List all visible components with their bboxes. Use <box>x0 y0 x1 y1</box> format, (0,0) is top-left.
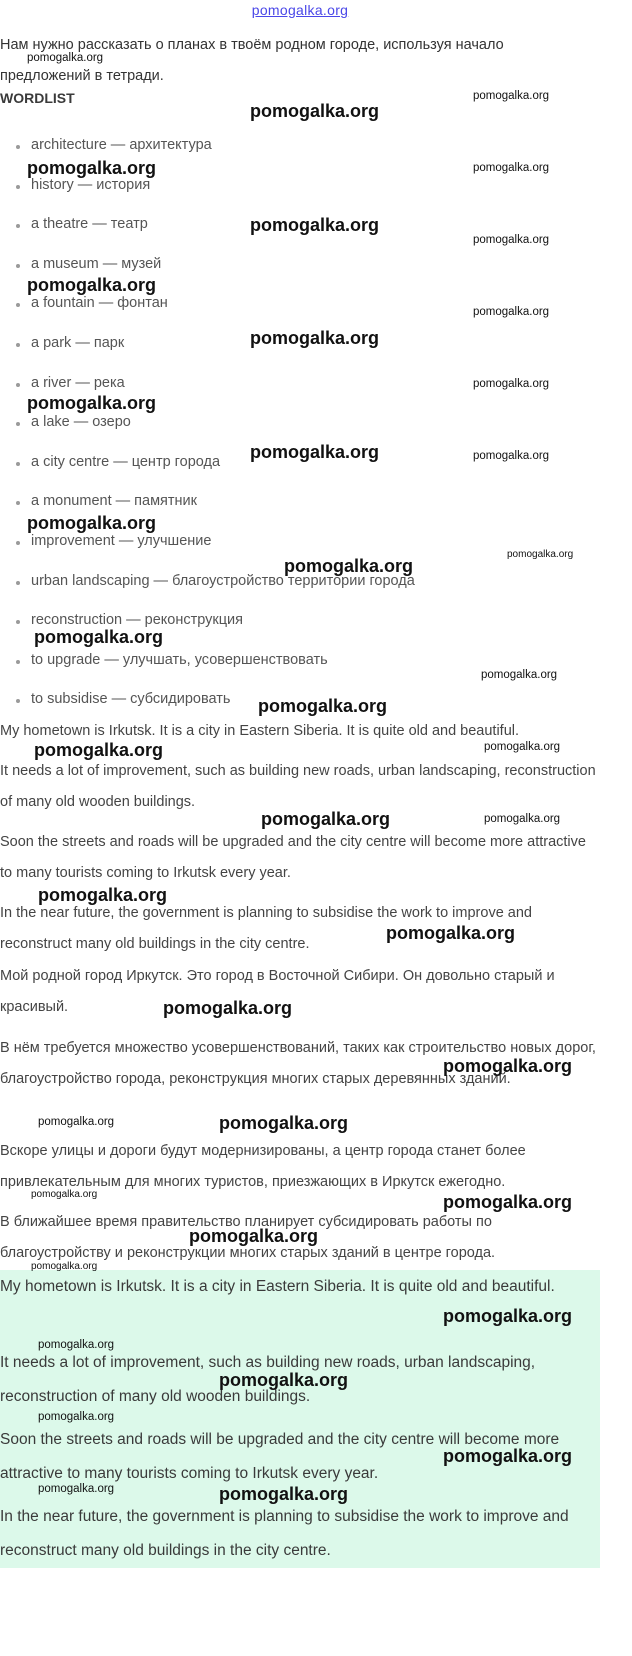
watermark: pomogalka.org <box>250 442 380 462</box>
watermark: pomogalka.org <box>250 328 380 348</box>
english-paragraph: It needs a lot of improvement, such as building new roads, urban landscaping, reconstruction of many old wooden buildings. <box>0 763 596 810</box>
english-paragraph: In the near future, the government is planning to subsidise the work to improve and reconstruct many old buildings in the city centre. <box>0 905 532 952</box>
watermark: pomogalka.org <box>219 1113 349 1133</box>
wordlist-item: a theatre — театр <box>0 205 415 245</box>
watermark: pomogalka.org <box>443 1446 573 1466</box>
wordlist-item: improvement — улучшение <box>0 522 415 562</box>
watermark: pomogalka.org <box>34 740 164 760</box>
watermark: pomogalka.org <box>473 306 550 318</box>
watermark: pomogalka.org <box>27 393 157 413</box>
watermark: pomogalka.org <box>261 809 391 829</box>
watermark: pomogalka.org <box>31 1189 98 1200</box>
answer-paragraph: My hometown is Irkutsk. It is a city in Eastern Siberia. It is quite old and beautiful. <box>0 1278 555 1295</box>
wordlist-item: architecture — архитектура <box>0 126 415 166</box>
watermark: pomogalka.org <box>507 549 574 560</box>
english-paragraph: Soon the streets and roads will be upgraded and the city centre will become more attractive to many tourists coming to Irkutsk every year. <box>0 834 586 881</box>
english-paragraph: My hometown is Irkutsk. It is a city in Eastern Siberia. It is quite old and beautiful. <box>0 723 520 739</box>
watermark: pomogalka.org <box>284 556 414 576</box>
wordlist-item: a fountain — фонтан <box>0 284 415 324</box>
answer-paragraph: It needs a lot of improvement, such as building new roads, urban landscaping, reconstruction of many old wooden buildings. <box>0 1354 536 1405</box>
watermark: pomogalka.org <box>31 1261 98 1272</box>
watermark: pomogalka.org <box>38 1411 115 1423</box>
watermark: pomogalka.org <box>473 90 550 102</box>
wordlist-item: history — история <box>0 166 415 206</box>
watermark: pomogalka.org <box>27 158 157 178</box>
watermark: pomogalka.org <box>38 885 168 905</box>
russian-paragraph: В нём требуется множество усовершенствований, таких как строительство новых дорог, благоустройство города, реконструкция многих старых деревянных зданий. <box>0 1040 596 1087</box>
russian-paragraph: В ближайшее время правительство планирует субсидировать работы по благоустройству и реконструкции многих старых зданий в центре города. <box>0 1214 496 1261</box>
watermark: pomogalka.org <box>38 1483 115 1495</box>
site-link[interactable]: pomogalka.org <box>251 2 349 18</box>
watermark: pomogalka.org <box>250 101 380 121</box>
watermark: pomogalka.org <box>163 998 293 1018</box>
watermark: pomogalka.org <box>250 215 380 235</box>
watermark: pomogalka.org <box>219 1370 349 1390</box>
wordlist-item: a monument — памятник <box>0 482 415 522</box>
task-instruction: Нам нужно рассказать о планах в твоём родном городе, используя начало предложений в тетради. <box>0 37 504 84</box>
watermark: pomogalka.org <box>473 234 550 246</box>
watermark: pomogalka.org <box>484 741 561 753</box>
watermark: pomogalka.org <box>481 669 558 681</box>
wordlist-item: a city centre — центр города <box>0 443 415 483</box>
watermark: pomogalka.org <box>473 378 550 390</box>
watermark: pomogalka.org <box>38 1116 115 1128</box>
wordlist-item: a museum — музей <box>0 245 415 285</box>
russian-paragraph: Вскоре улицы и дороги будут модернизированы, а центр города станет более привлекательным для многих туристов, приезжающих в Иркутск ежегодно. <box>0 1143 526 1190</box>
wordlist-item: a lake — озеро <box>0 403 415 443</box>
watermark: pomogalka.org <box>443 1192 573 1212</box>
watermark: pomogalka.org <box>386 923 516 943</box>
watermark: pomogalka.org <box>484 813 561 825</box>
wordlist-item: reconstruction — реконструкция <box>0 601 415 641</box>
watermark: pomogalka.org <box>38 1339 115 1351</box>
watermark: pomogalka.org <box>473 162 550 174</box>
wordlist-item: urban landscaping — благоустройство территории города <box>0 562 415 602</box>
watermark: pomogalka.org <box>258 696 388 716</box>
watermark: pomogalka.org <box>27 275 157 295</box>
watermark: pomogalka.org <box>189 1226 319 1246</box>
answer-paragraph: Soon the streets and roads will be upgraded and the city centre will become more attractive to many tourists coming to Irkutsk every year. <box>0 1431 560 1482</box>
wordlist-item: a park — парк <box>0 324 415 364</box>
watermark: pomogalka.org <box>34 627 164 647</box>
watermark: pomogalka.org <box>27 52 104 64</box>
watermark: pomogalka.org <box>27 513 157 533</box>
watermark: pomogalka.org <box>219 1484 349 1504</box>
wordlist-title: WORDLIST <box>0 90 75 106</box>
wordlist-item: to subsidise — субсидировать <box>0 680 415 720</box>
wordlist-item: a river — река <box>0 364 415 404</box>
watermark: pomogalka.org <box>443 1056 573 1076</box>
watermark: pomogalka.org <box>443 1306 573 1326</box>
answer-paragraph: In the near future, the government is planning to subsidise the work to improve and reconstruct many old buildings in the city centre. <box>0 1508 569 1559</box>
watermark: pomogalka.org <box>473 450 550 462</box>
wordlist-item: to upgrade — улучшать, усовершенствовать <box>0 641 415 681</box>
russian-paragraph: Мой родной город Иркутск. Это город в Восточной Сибири. Он довольно старый и красивый. <box>0 968 555 1015</box>
